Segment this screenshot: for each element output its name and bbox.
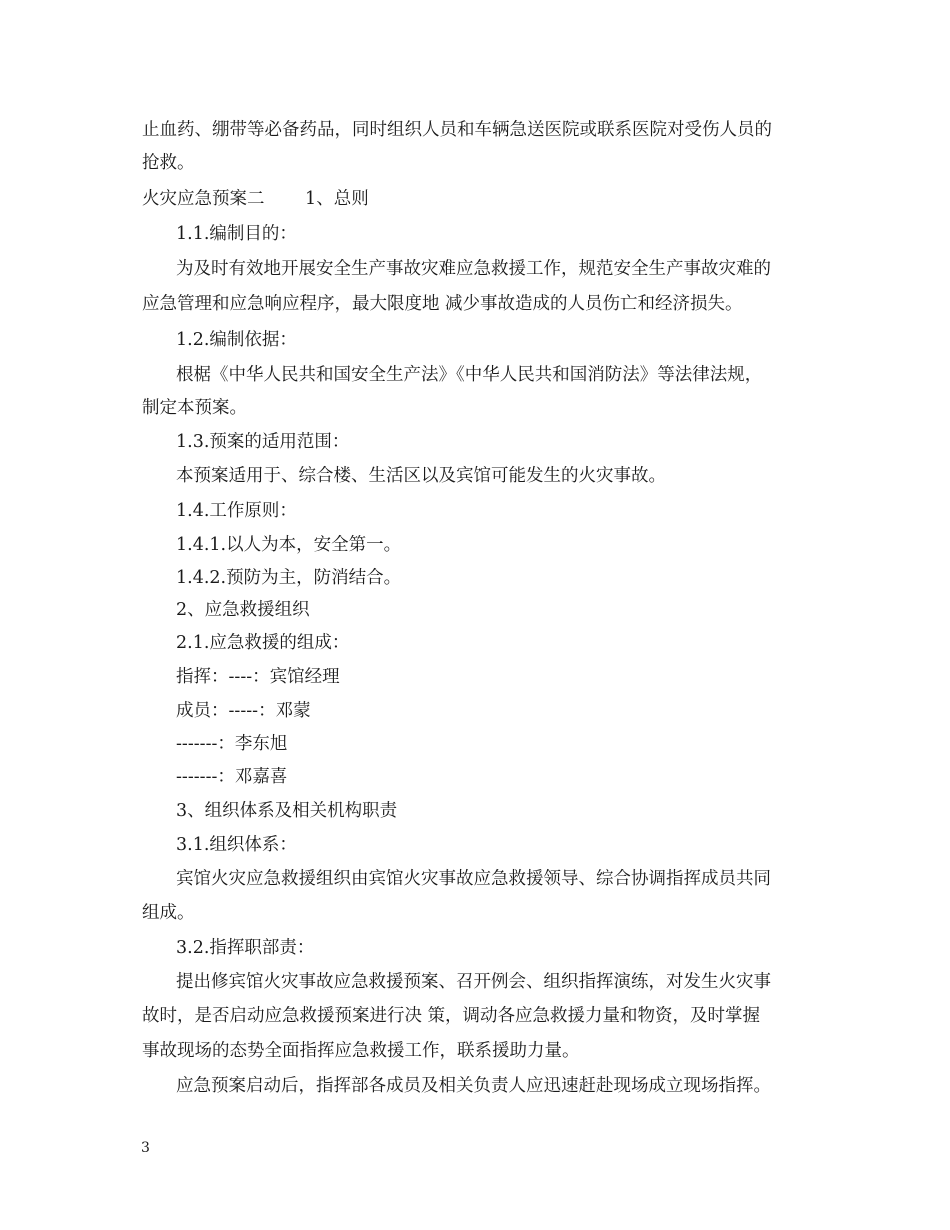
subheading-purpose: 1.1.编制目的：	[176, 224, 297, 244]
text-line-principle-2: 1.4.2.预防为主，防消结合。	[176, 568, 402, 588]
text-line-scope: 本预案适用于、综合楼、生活区以及宾馆可能发生的火灾事故。	[176, 466, 666, 486]
subheading-composition: 2.1.应急救援的组成：	[176, 633, 350, 653]
text-line-commander: 指挥：----：宾馆经理	[176, 667, 340, 687]
text-line-member-2: -------：李东旭	[176, 734, 288, 754]
subheading-duties: 3.2.指挥职部责：	[176, 938, 315, 958]
text-line-activation: 应急预案启动后，指挥部各成员及相关负责人应迅速赶赴现场成立现场指挥。	[176, 1076, 771, 1096]
text-line-1: 止血药、绷带等必备药品，同时组织人员和车辆急送医院或联系医院对受伤人员的	[142, 120, 772, 140]
text-line-basis-2: 制定本预案。	[142, 398, 247, 418]
text-line-purpose-1: 为及时有效地开展安全生产事故灾难应急救援工作，规范安全生产事故灾难的	[176, 259, 771, 279]
subheading-basis: 1.2.编制依据：	[176, 330, 297, 350]
section-heading-organization: 2、应急救援组织	[176, 600, 310, 620]
text-line-member-1: 成员：-----：邓蒙	[176, 701, 311, 721]
section-heading-plan-two: 火灾应急预案二 1、总则	[142, 189, 369, 209]
page-number: 3	[141, 1140, 150, 1156]
text-line-duties-3: 事故现场的态势全面指挥应急救援工作，联系援助力量。	[142, 1041, 580, 1061]
text-line-member-3: -------：邓嘉喜	[176, 767, 288, 787]
subheading-system: 3.1.组织体系：	[176, 835, 297, 855]
text-line-system-2: 组成。	[142, 903, 195, 923]
text-line-basis-1: 根椐《中华人民共和国安全生产法》《中华人民共和国消防法》等法律法规，	[176, 365, 763, 385]
text-line-duties-1: 提出修宾馆火灾事故应急救援预案、召开例会、组织指挥演练，对发生火灾事	[176, 972, 771, 992]
subheading-principles: 1.4.工作原则：	[176, 501, 297, 521]
text-line-duties-2: 故时，是否启动应急救援预案进行决 策，调动各应急救援力量和物资，及时掌握	[142, 1006, 761, 1026]
subheading-scope: 1.3.预案的适用范围：	[176, 432, 350, 452]
section-heading-system: 3、组织体系及相关机构职责	[176, 801, 398, 821]
text-line-system-1: 宾馆火灾应急救援组织由宾馆火灾事故应急救援领导、综合协调指挥成员共同	[176, 869, 771, 889]
text-line-2: 抢救。	[142, 153, 195, 173]
text-line-purpose-2: 应急管理和应急响应程序，最大限度地 减少事故造成的人员伤亡和经济损失。	[142, 294, 743, 314]
text-line-principle-1: 1.4.1.以人为本，安全第一。	[176, 535, 402, 555]
